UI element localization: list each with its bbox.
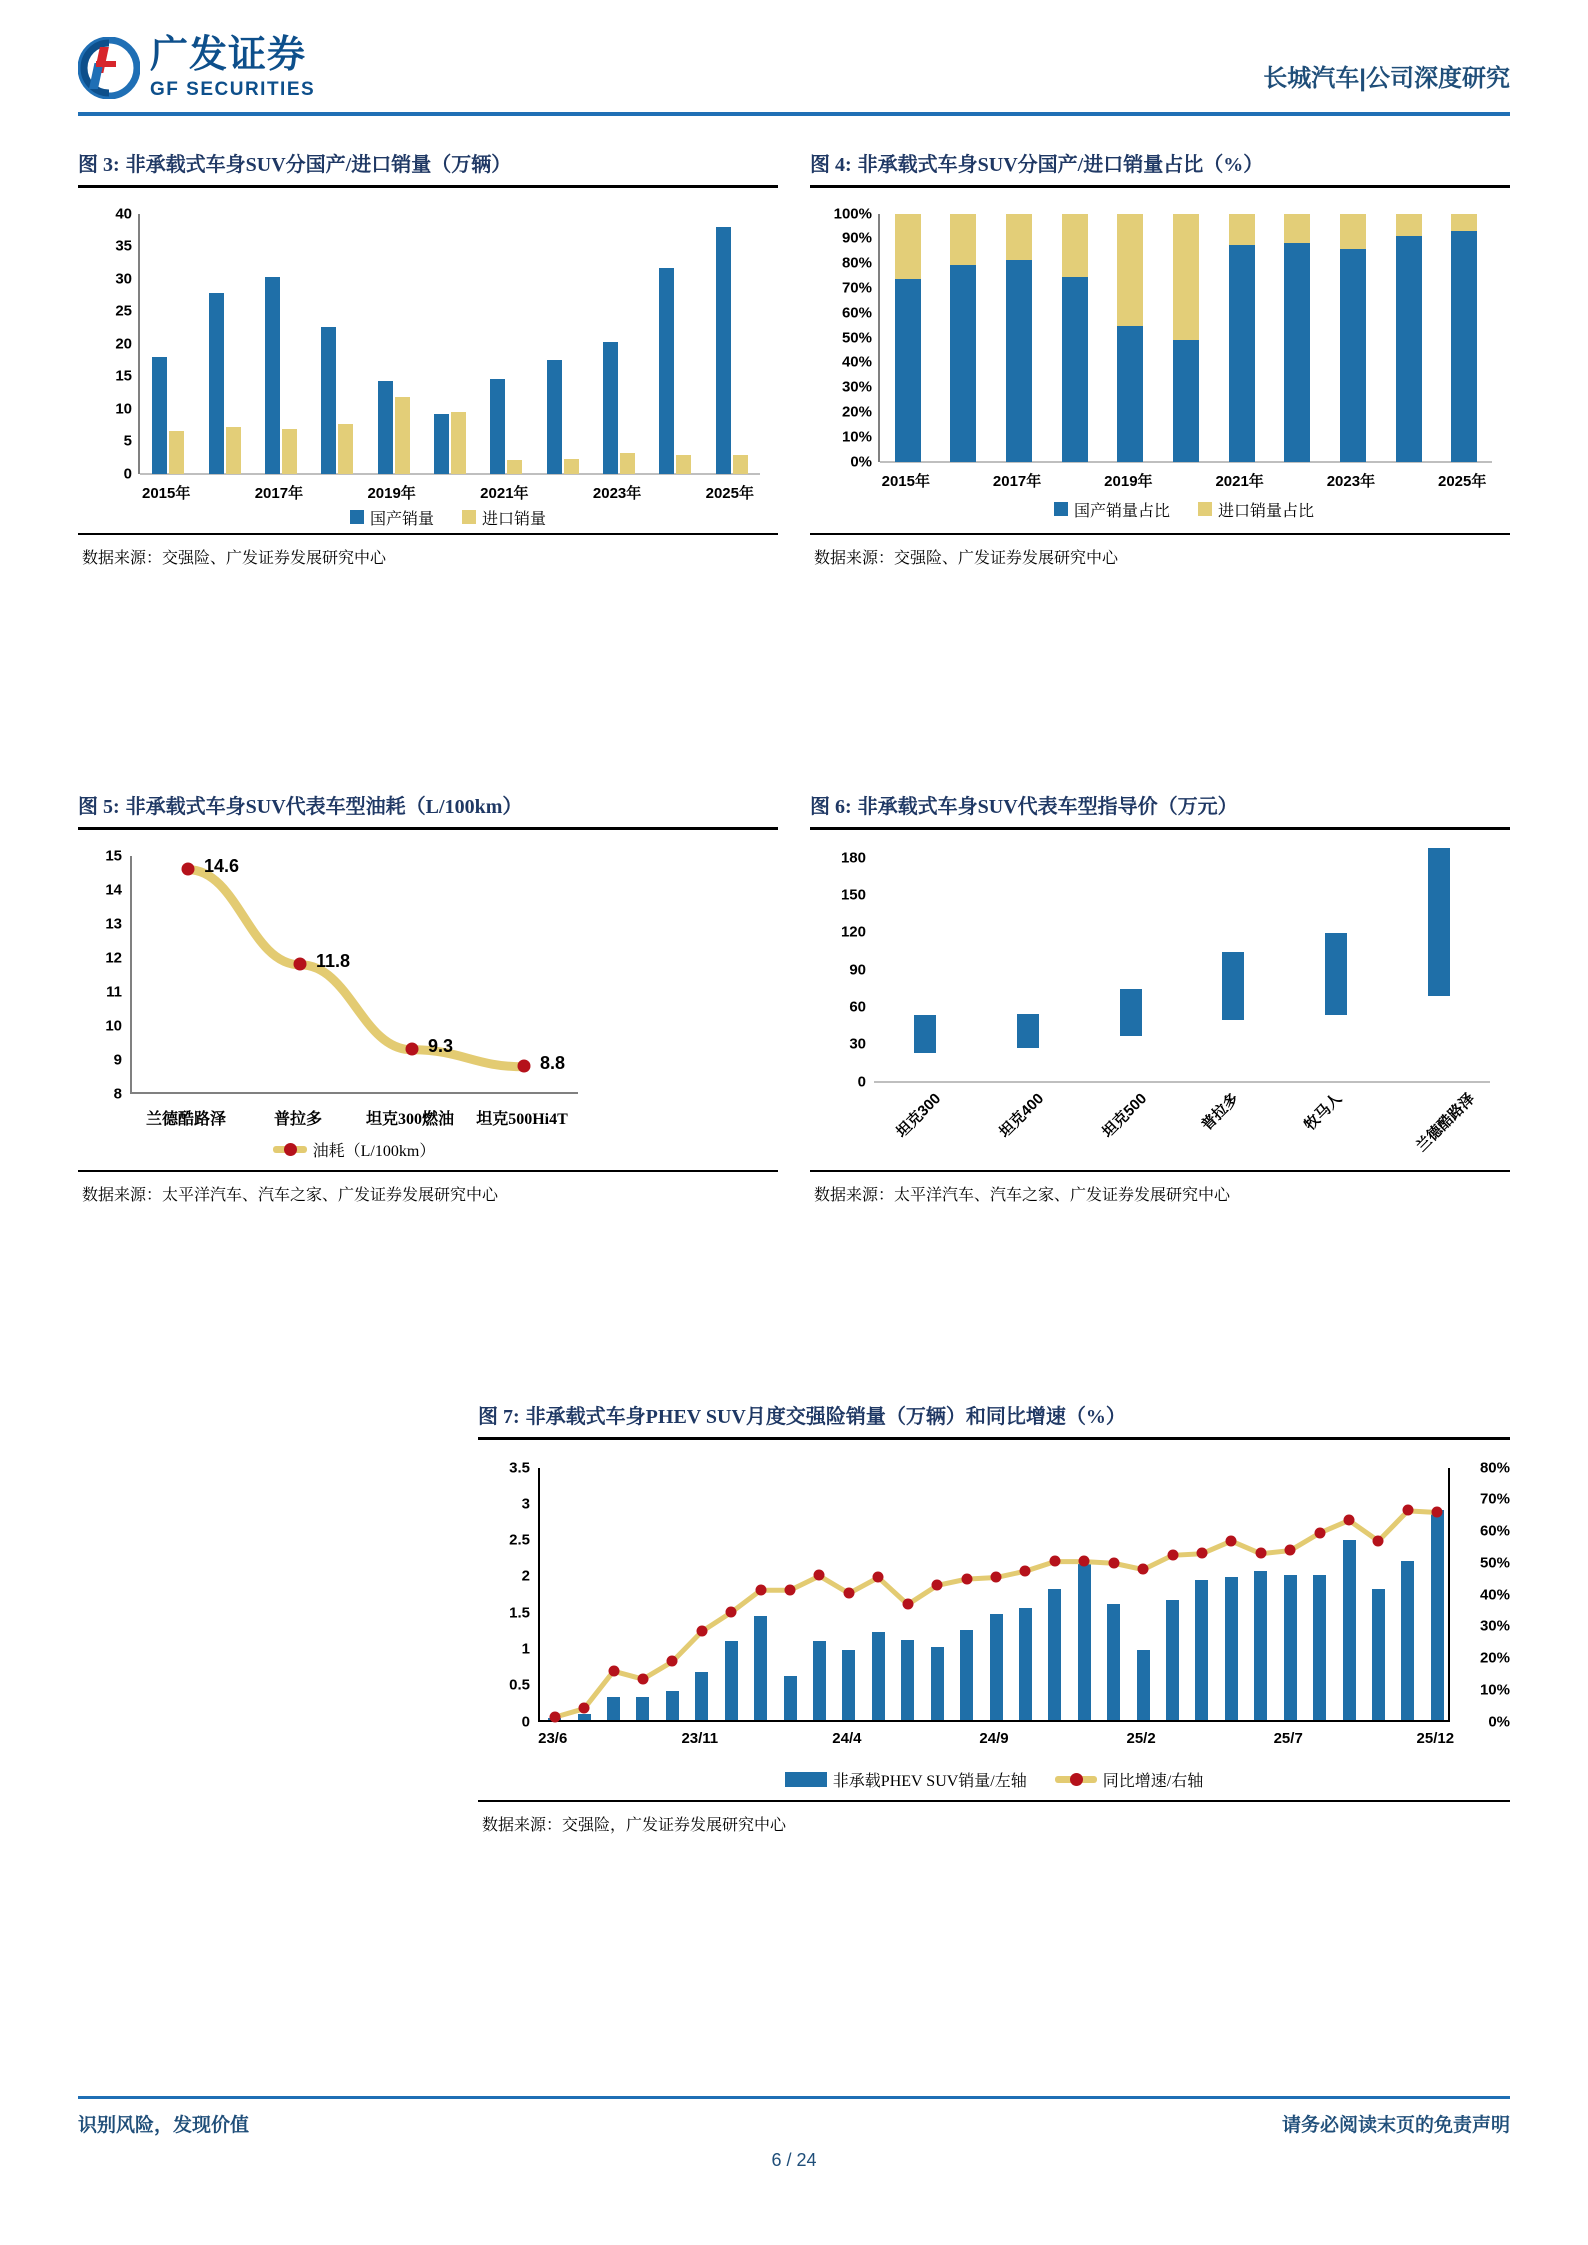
bar-import xyxy=(564,459,579,474)
bar-import xyxy=(226,427,241,474)
x-tick-label: 2021年 xyxy=(480,484,529,502)
bar-import-share xyxy=(1229,214,1255,245)
bar-domestic-share xyxy=(950,265,976,461)
price-range-bar xyxy=(914,1015,936,1053)
figure-3-title xyxy=(78,148,778,185)
x-tick-label: 坦克500 xyxy=(1098,1089,1150,1141)
figure-4-label: 图 4: xyxy=(810,154,852,176)
yoy-growth-line xyxy=(540,1468,1452,1722)
figure-3-panel xyxy=(78,148,778,568)
figure-4-legend xyxy=(878,498,1490,521)
legend-label: 油耗（L/100km） xyxy=(312,1142,436,1160)
logo-text-en: GF SECURITIES xyxy=(150,79,316,100)
data-point-marker xyxy=(873,1572,884,1583)
gf-securities-logo xyxy=(78,36,315,99)
data-point-marker xyxy=(696,1626,707,1637)
data-point-label: 9.3 xyxy=(428,1036,454,1057)
figure-7-y-axis-right: 80% 70% 60% 50% 40% 30% 20% 10% 0% xyxy=(1479,1459,1510,1730)
x-tick-label: 24/9 xyxy=(979,1729,1009,1747)
figure-5-legend-fuel xyxy=(273,1138,436,1161)
x-tick-label: 坦克500Hi4T xyxy=(476,1110,568,1128)
bar-import xyxy=(395,397,410,474)
figure-6-plot-area xyxy=(874,835,1490,1082)
figure-5-plot-area xyxy=(130,856,578,1094)
figure-5-label: 图 5: xyxy=(78,796,120,818)
data-point-marker xyxy=(1167,1549,1178,1560)
x-tick-label: 兰德酷路泽 xyxy=(145,1110,227,1128)
bar-domestic xyxy=(152,357,167,474)
x-tick-label: 25/2 xyxy=(1126,1729,1156,1747)
header-divider xyxy=(78,112,1510,116)
bar-domestic xyxy=(659,268,674,473)
legend-label: 同比增速/右轴 xyxy=(1102,1772,1204,1790)
bar-import-share xyxy=(1006,214,1032,260)
figure-7-legend-sales xyxy=(785,1768,1027,1791)
data-point-marker xyxy=(1285,1545,1296,1556)
data-point-marker xyxy=(814,1570,825,1581)
data-point-marker xyxy=(579,1703,590,1714)
x-tick-label: 坦克300 xyxy=(893,1089,945,1141)
figure-4-legend-import-share xyxy=(1198,498,1314,521)
price-range-bar xyxy=(1017,1014,1039,1048)
x-tick-label: 2021年 xyxy=(1215,472,1264,490)
x-tick-label: 2023年 xyxy=(1326,472,1376,490)
x-tick-label: 2015年 xyxy=(141,484,191,502)
x-tick-label: 坦克300燃油 xyxy=(365,1110,455,1128)
x-tick-label: 2019年 xyxy=(1104,472,1153,490)
x-tick-label: 24/4 xyxy=(832,1729,862,1747)
x-tick-label: 23/11 xyxy=(681,1729,719,1747)
data-point-marker xyxy=(1049,1556,1060,1567)
data-point-marker xyxy=(1138,1564,1149,1575)
bar-domestic-share xyxy=(895,279,921,461)
figure-3-chart xyxy=(78,188,778,533)
bar-import-share xyxy=(1396,214,1422,237)
figure-4-caption: 非承载式车身SUV分国产/进口销量占比（%） xyxy=(857,154,1264,176)
x-tick-label: 25/7 xyxy=(1273,1729,1303,1747)
data-point-marker xyxy=(1432,1506,1443,1517)
figure-7-legend-growth xyxy=(1055,1768,1203,1791)
data-point-marker xyxy=(991,1572,1002,1583)
figure-5-panel xyxy=(78,790,778,1205)
figure-3-legend xyxy=(138,506,758,529)
bar-import-share xyxy=(950,214,976,266)
x-tick-label: 普拉多 xyxy=(1198,1089,1243,1134)
bar-domestic-share xyxy=(1284,243,1310,462)
bar-domestic-share xyxy=(1006,260,1032,462)
data-point-marker xyxy=(406,1043,419,1056)
bar-domestic-share xyxy=(1396,236,1422,461)
price-range-bar xyxy=(1325,933,1347,1015)
legend-label: 进口销量 xyxy=(482,510,547,528)
legend-swatch-icon xyxy=(785,1772,827,1787)
x-tick-label: 2017年 xyxy=(254,484,304,502)
figure-3-legend-domestic xyxy=(350,506,434,529)
footer-disclaimer: 请务必阅读末页的免责声明 xyxy=(1281,2115,1510,2136)
bar-import xyxy=(169,431,184,473)
data-point-marker xyxy=(1255,1548,1266,1559)
bar-domestic-share xyxy=(1229,245,1255,462)
x-tick-label: 23/6 xyxy=(538,1729,568,1747)
figure-4-title xyxy=(810,148,1510,185)
bar-domestic xyxy=(716,227,731,474)
figure-3-source: 数据来源：交强险、广发证券发展研究中心 xyxy=(82,550,387,567)
figure-5-chart xyxy=(78,830,778,1170)
bar-import-share xyxy=(1173,214,1199,341)
figure-4-legend-domestic-share xyxy=(1054,498,1170,521)
data-point-marker xyxy=(932,1579,943,1590)
figure-7-legend xyxy=(538,1768,1450,1791)
figure-7-y-axis-left: 3.5 3 2.5 2 1.5 1 0.5 0 xyxy=(509,1459,530,1730)
x-tick-label: 2019年 xyxy=(367,484,416,502)
gf-logo-icon xyxy=(78,37,140,99)
figure-5-title xyxy=(78,790,778,827)
data-point-marker xyxy=(637,1673,648,1684)
bar-import xyxy=(451,412,466,474)
data-point-marker xyxy=(726,1606,737,1617)
figure-6-source: 数据来源：太平洋汽车、汽车之家、广发证券发展研究中心 xyxy=(814,1187,1231,1204)
bar-import xyxy=(676,455,691,474)
x-tick-label: 2015年 xyxy=(881,472,930,490)
data-point-label: 11.8 xyxy=(316,951,351,972)
figure-5-y-axis: 15 14 13 12 11 10 9 8 xyxy=(105,847,122,1102)
data-point-marker xyxy=(785,1584,796,1595)
figure-5-source: 数据来源：太平洋汽车、汽车之家、广发证券发展研究中心 xyxy=(82,1187,499,1204)
data-point-marker xyxy=(182,863,195,876)
data-point-marker xyxy=(1402,1505,1413,1516)
bar-import-share xyxy=(1062,214,1088,277)
footer-divider xyxy=(78,2096,1510,2099)
legend-swatch-icon xyxy=(1198,502,1212,516)
header-report-title: 长城汽车|公司深度研究 xyxy=(1263,65,1510,92)
data-point-marker xyxy=(549,1711,560,1722)
figure-7-chart xyxy=(478,1440,1510,1800)
figure-4-plot-area xyxy=(878,214,1490,462)
bar-import-share xyxy=(1340,214,1366,249)
x-tick-label: 2025年 xyxy=(705,484,754,502)
figure-3-label: 图 3: xyxy=(78,154,120,176)
bar-domestic xyxy=(603,342,618,473)
legend-label: 国产销量占比 xyxy=(1073,502,1170,520)
legend-line-marker-icon xyxy=(273,1146,307,1153)
data-point-marker xyxy=(1373,1535,1384,1546)
bar-domestic xyxy=(547,360,562,474)
bar-domestic xyxy=(434,414,449,473)
figure-7-caption: 非承载式车身PHEV SUV月度交强险销量（万辆）和同比增速（%） xyxy=(525,1406,1126,1428)
figure-4-chart xyxy=(810,188,1510,533)
data-point-marker xyxy=(1108,1557,1119,1568)
figure-5-legend xyxy=(130,1138,578,1161)
legend-swatch-icon xyxy=(1054,502,1068,516)
figure-3-y-axis: 40 35 30 25 20 15 10 5 0 xyxy=(115,205,132,482)
data-point-marker xyxy=(1079,1556,1090,1567)
legend-swatch-icon xyxy=(350,510,364,524)
figure-7-plot-area xyxy=(538,1468,1450,1722)
bar-import xyxy=(338,424,353,473)
bar-import-share xyxy=(1284,214,1310,243)
bar-import-share xyxy=(1117,214,1143,327)
x-tick-label: 25/12 xyxy=(1416,1729,1455,1747)
data-point-marker xyxy=(1226,1535,1237,1546)
fuel-consumption-line xyxy=(132,856,580,1094)
data-point-marker xyxy=(608,1665,619,1676)
bar-import xyxy=(282,429,297,474)
data-point-label: 14.6 xyxy=(204,856,240,877)
bar-domestic xyxy=(265,277,280,473)
data-point-marker xyxy=(518,1060,531,1073)
bar-domestic-share xyxy=(1173,340,1199,461)
data-point-marker xyxy=(843,1587,854,1598)
figure-7-title xyxy=(478,1400,1510,1437)
x-tick-label: 兰德酷路泽 xyxy=(1412,1089,1478,1155)
figure-6-panel xyxy=(810,790,1510,1205)
figure-4-panel xyxy=(810,148,1510,568)
bar-import xyxy=(507,460,522,474)
figure-7-label: 图 7: xyxy=(478,1406,520,1428)
figure-6-label: 图 6: xyxy=(810,796,852,818)
figure-3-legend-import xyxy=(462,506,546,529)
data-point-marker xyxy=(961,1573,972,1584)
price-range-bar xyxy=(1120,989,1142,1036)
x-tick-label: 2017年 xyxy=(992,472,1042,490)
bar-import xyxy=(733,455,748,473)
figure-6-caption: 非承载式车身SUV代表车型指导价（万元） xyxy=(857,796,1238,818)
price-range-bar xyxy=(1428,848,1450,996)
data-point-marker xyxy=(1314,1527,1325,1538)
data-point-marker xyxy=(1020,1565,1031,1576)
bar-import-share xyxy=(1451,214,1477,232)
legend-label: 非承载PHEV SUV销量/左轴 xyxy=(832,1772,1027,1790)
footer-slogan: 识别风险，发现价值 xyxy=(78,2115,250,2136)
bar-domestic-share xyxy=(1117,326,1143,461)
figure-4-source: 数据来源：交强险、广发证券发展研究中心 xyxy=(814,550,1119,567)
data-point-marker xyxy=(667,1656,678,1667)
page-header xyxy=(0,0,1588,130)
bar-domestic xyxy=(321,327,336,474)
data-point-marker xyxy=(755,1584,766,1595)
page-number: 6 / 24 xyxy=(771,2150,817,2170)
figure-3-plot-area xyxy=(138,214,758,474)
x-tick-label: 牧马人 xyxy=(1301,1089,1346,1134)
figure-7-panel xyxy=(478,1400,1510,1835)
bar-import-share xyxy=(895,214,921,280)
bar-domestic xyxy=(378,381,393,474)
bar-domestic-share xyxy=(1062,277,1088,462)
bar-domestic xyxy=(490,379,505,473)
data-point-marker xyxy=(1196,1548,1207,1559)
legend-label: 国产销量 xyxy=(369,510,434,528)
bar-domestic xyxy=(209,293,224,474)
data-point-marker xyxy=(902,1599,913,1610)
bar-domestic-share xyxy=(1451,231,1477,461)
data-point-label: 8.8 xyxy=(540,1053,566,1074)
figure-5-caption: 非承载式车身SUV代表车型油耗（L/100km） xyxy=(125,796,523,818)
x-tick-label: 2023年 xyxy=(592,484,642,502)
legend-label: 进口销量占比 xyxy=(1218,502,1315,520)
legend-swatch-icon xyxy=(462,510,476,524)
data-point-marker xyxy=(1344,1514,1355,1525)
figure-6-title xyxy=(810,790,1510,827)
x-tick-label: 2025年 xyxy=(1437,472,1487,490)
figure-3-caption: 非承载式车身SUV分国产/进口销量（万辆） xyxy=(125,154,512,176)
bar-domestic-share xyxy=(1340,249,1366,462)
figure-7-source: 数据来源：交强险，广发证券发展研究中心 xyxy=(482,1817,787,1834)
price-range-bar xyxy=(1222,952,1244,1021)
figure-6-y-axis: 180 150 120 90 60 30 0 xyxy=(840,849,866,1090)
figure-6-chart xyxy=(810,830,1510,1170)
legend-line-marker-icon xyxy=(1055,1776,1097,1783)
x-tick-label: 坦克400 xyxy=(996,1089,1048,1141)
data-point-marker xyxy=(294,958,307,971)
figure-4-y-axis: 100% 90% 80% 70% 60% 50% 40% 30% 20% 10% 0% xyxy=(833,205,872,470)
bar-import xyxy=(620,453,635,473)
logo-text-cn: 广发证券 xyxy=(150,34,307,76)
x-tick-label: 普拉多 xyxy=(273,1110,323,1128)
